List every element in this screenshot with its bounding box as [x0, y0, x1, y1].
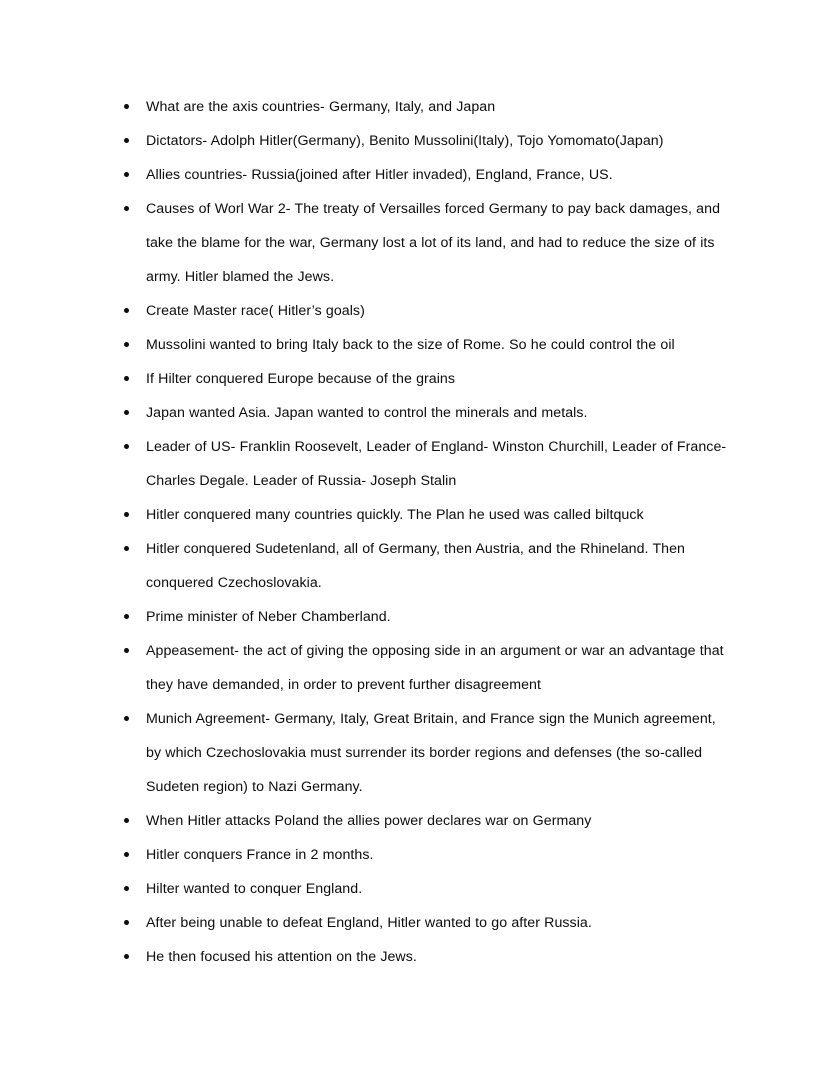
bullet-dot-icon — [124, 138, 129, 143]
bullet-dot-icon — [124, 852, 129, 857]
bullet-dot-icon — [124, 954, 129, 959]
list-item — [124, 328, 734, 362]
list-item — [124, 634, 734, 702]
list-item — [124, 804, 734, 838]
list-item-text: After being unable to defeat England, Hitler wanted to go after Russia. — [146, 915, 592, 931]
list-item-text: What are the axis countries- Germany, Italy, and Japan — [146, 99, 496, 115]
list-item-text: Dictators- Adolph Hitler(Germany), Benito Mussolini(Italy), Tojo Yomomato(Japan) — [146, 133, 664, 149]
bullet-dot-icon — [124, 308, 129, 313]
list-item — [124, 600, 734, 634]
list-item — [124, 430, 734, 498]
list-item — [124, 362, 734, 396]
bullet-dot-icon — [124, 716, 129, 721]
list-item-text: Munich Agreement- Germany, Italy, Great Britain, and France sign the Munich agreement, by which Czechoslovakia must surrender its border regions and defenses (the so-called Sudeten region) to Nazi Germany. — [146, 711, 716, 795]
list-item — [124, 396, 734, 430]
bullet-dot-icon — [124, 614, 129, 619]
list-item-text: Leader of US- Franklin Roosevelt, Leader of England- Winston Churchill, Leader of France- Charles Degale. Leader of Russia- Joseph Stalin — [146, 439, 727, 489]
bullet-dot-icon — [124, 546, 129, 551]
bullet-dot-icon — [124, 104, 129, 109]
list-item — [124, 906, 734, 940]
list-item-text: Causes of Worl War 2- The treaty of Versailles forced Germany to pay back damages, and take the blame for the war, Germany lost a lot of its land, and had to reduce the size of its army. Hitler blamed the Jews. — [146, 201, 721, 285]
list-item — [124, 158, 734, 192]
list-item-text: Hitler conquers France in 2 months. — [146, 847, 374, 863]
list-item-text: When Hitler attacks Poland the allies power declares war on Germany — [146, 813, 592, 829]
list-item-text: Prime minister of Neber Chamberland. — [146, 609, 391, 625]
list-item — [124, 192, 734, 294]
list-item-text: If Hilter conquered Europe because of the grains — [146, 371, 456, 387]
bullet-dot-icon — [124, 410, 129, 415]
notes-bullet-list — [124, 90, 734, 974]
list-item-text: Hitler conquered Sudetenland, all of Germany, then Austria, and the Rhineland. Then conquered Czechoslovakia. — [146, 541, 685, 591]
bullet-dot-icon — [124, 206, 129, 211]
bullet-dot-icon — [124, 920, 129, 925]
list-item — [124, 940, 734, 974]
list-item-text: Create Master race( Hitler’s goals) — [146, 303, 365, 319]
list-item-text: Hitler conquered many countries quickly. The Plan he used was called biltquck — [146, 507, 644, 523]
list-item — [124, 838, 734, 872]
list-item-text: Appeasement- the act of giving the opposing side in an argument or war an advantage that they have demanded, in order to prevent further disagreement — [146, 643, 724, 693]
list-item — [124, 498, 734, 532]
list-item — [124, 872, 734, 906]
list-item-text: Hilter wanted to conquer England. — [146, 881, 363, 897]
list-item-text: Japan wanted Asia. Japan wanted to control the minerals and metals. — [146, 405, 588, 421]
list-item-text: Allies countries- Russia(joined after Hitler invaded), England, France, US. — [146, 167, 613, 183]
bullet-dot-icon — [124, 512, 129, 517]
list-item-text: He then focused his attention on the Jews. — [146, 949, 417, 965]
list-item — [124, 702, 734, 804]
bullet-dot-icon — [124, 376, 129, 381]
bullet-dot-icon — [124, 648, 129, 653]
bullet-dot-icon — [124, 444, 129, 449]
bullet-dot-icon — [124, 172, 129, 177]
bullet-dot-icon — [124, 818, 129, 823]
bullet-dot-icon — [124, 342, 129, 347]
list-item — [124, 90, 734, 124]
list-item — [124, 124, 734, 158]
list-item-text: Mussolini wanted to bring Italy back to the size of Rome. So he could control the oil — [146, 337, 675, 353]
list-item — [124, 294, 734, 328]
bullet-dot-icon — [124, 886, 129, 891]
list-item — [124, 532, 734, 600]
